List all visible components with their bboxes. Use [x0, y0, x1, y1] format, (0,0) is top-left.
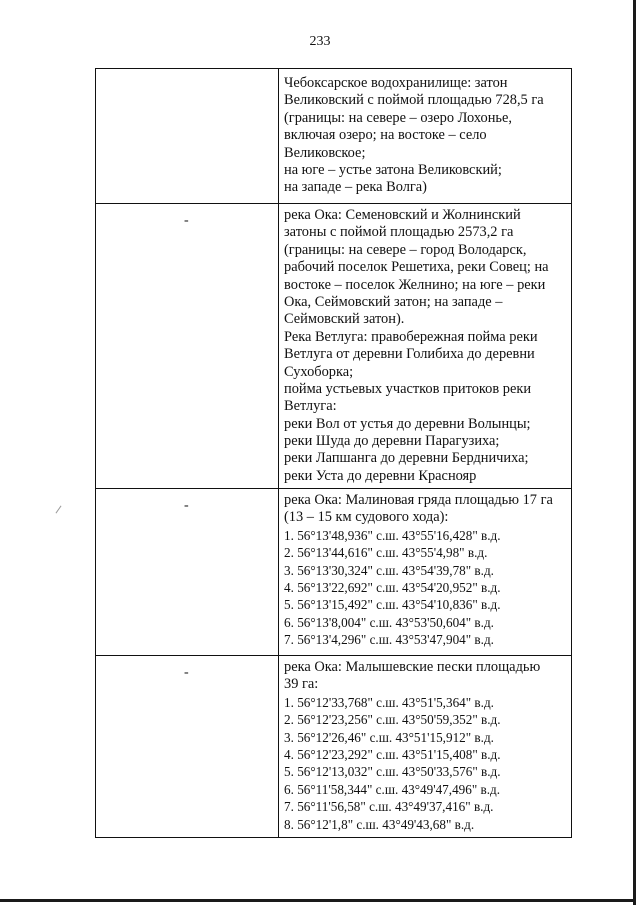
coordinate-point: 3. 56°12'26,46" с.ш. 43°51'15,912" в.д.: [284, 729, 494, 745]
row-text-line: реки Уста до деревни Краснояр: [284, 467, 477, 484]
coordinate-point: 1. 56°12'33,768" с.ш. 43°51'5,364" в.д.: [284, 694, 494, 710]
table-border-bottom: [95, 837, 572, 838]
row-text-line: Великовский с поймой площадью 728,5 га: [284, 92, 544, 109]
table-row-divider: [95, 655, 572, 656]
coordinate-point: 4. 56°13'22,692" с.ш. 43°54'20,952" в.д.: [284, 579, 501, 595]
row-text-line: Великовское;: [284, 144, 366, 161]
row-text-line: Сухоборка;: [284, 363, 354, 380]
row-marker: -: [184, 498, 189, 513]
coordinate-point: 5. 56°13'15,492" с.ш. 43°54'10,836" в.д.: [284, 597, 501, 613]
row-text-line: река Ока: Семеновский и Жолнинский: [284, 207, 521, 223]
row-text-line: реки Лапшанга до деревни Бердничиха;: [284, 450, 529, 467]
row-text-line: Чебоксарское водохранилище: затон: [284, 75, 508, 91]
row-text-line: Река Ветлуга: правобережная пойма реки: [284, 328, 538, 345]
page-number: 233: [309, 34, 331, 49]
table-border-right: [571, 68, 572, 838]
row-marker: -: [184, 665, 189, 680]
coordinate-point: 6. 56°11'58,344" с.ш. 43°49'47,496" в.д.: [284, 781, 501, 797]
row-text-line: на западе – река Волга): [284, 179, 427, 196]
row-text-line: река Ока: Малиновая гряда площадью 17 га: [284, 492, 553, 508]
row-text-line: 39 га:: [284, 676, 319, 693]
table-row: [284, 75, 571, 197]
coordinate-point: 5. 56°12'13,032" с.ш. 43°50'33,576" в.д.: [284, 764, 501, 780]
coordinate-point: 7. 56°11'56,58" с.ш. 43°49'37,416" в.д.: [284, 799, 494, 815]
coordinate-point: 2. 56°13'44,616" с.ш. 43°55'4,98" в.д.: [284, 545, 488, 561]
row-text-line: Ветлуга от деревни Голибиха до деревни: [284, 346, 535, 363]
row-text-line: рабочий поселок Решетиха, реки Совец; на: [284, 259, 549, 276]
coordinate-point: 3. 56°13'30,324" с.ш. 43°54'39,78" в.д.: [284, 562, 494, 578]
table-column-divider: [278, 68, 279, 838]
table-row: [284, 659, 571, 833]
table-row: [284, 207, 571, 485]
table-border-left: [95, 68, 96, 838]
coordinate-point: 2. 56°12'23,256" с.ш. 43°50'59,352" в.д.: [284, 712, 501, 728]
row-marker: -: [184, 213, 189, 228]
protected-areas-table: [95, 68, 573, 838]
row-text-line: на юге – устье затона Великовский;: [284, 161, 502, 178]
row-text-line: река Ока: Малышевские пески площадью: [284, 659, 541, 675]
table-row-divider: [95, 203, 572, 204]
row-text-line: востоке – поселок Желнино; на юге – реки: [284, 276, 546, 293]
row-text-line: включая озеро; на востоке – село: [284, 127, 487, 144]
scan-artifact-mark: [56, 506, 62, 514]
coordinate-point: 7. 56°13'4,296" с.ш. 43°53'47,904" в.д.: [284, 632, 494, 648]
coordinate-point: 6. 56°13'8,004" с.ш. 43°53'50,604" в.д.: [284, 614, 494, 630]
table-border-top: [95, 68, 572, 69]
row-text-line: Сеймовский затон).: [284, 311, 405, 328]
row-text-line: (13 – 15 км судового хода):: [284, 509, 449, 526]
coordinate-point: 4. 56°12'23,292" с.ш. 43°51'15,408" в.д.: [284, 746, 501, 762]
table-row: [284, 492, 571, 649]
row-text-line: реки Шуда до деревни Парагузиха;: [284, 433, 500, 450]
row-text-line: Ока, Сеймовский затон; на западе –: [284, 293, 503, 310]
coordinate-point: 8. 56°12'1,8" с.ш. 43°49'43,68" в.д.: [284, 816, 475, 832]
row-text-line: Ветлуга:: [284, 398, 337, 415]
row-text-line: (границы: на севере – город Володарск,: [284, 241, 527, 258]
row-text-line: (границы: на севере – озеро Лохонье,: [284, 109, 512, 126]
row-text-line: реки Вол от устья до деревни Волынцы;: [284, 415, 531, 432]
scan-edge-bottom: [0, 899, 636, 902]
row-text-line: затоны с поймой площадью 2573,2 га: [284, 224, 514, 241]
scan-edge-right: [633, 0, 636, 905]
row-text-line: пойма устьевых участков притоков реки: [284, 380, 532, 397]
table-row-divider: [95, 488, 572, 489]
coordinate-point: 1. 56°13'48,936" с.ш. 43°55'16,428" в.д.: [284, 527, 501, 543]
